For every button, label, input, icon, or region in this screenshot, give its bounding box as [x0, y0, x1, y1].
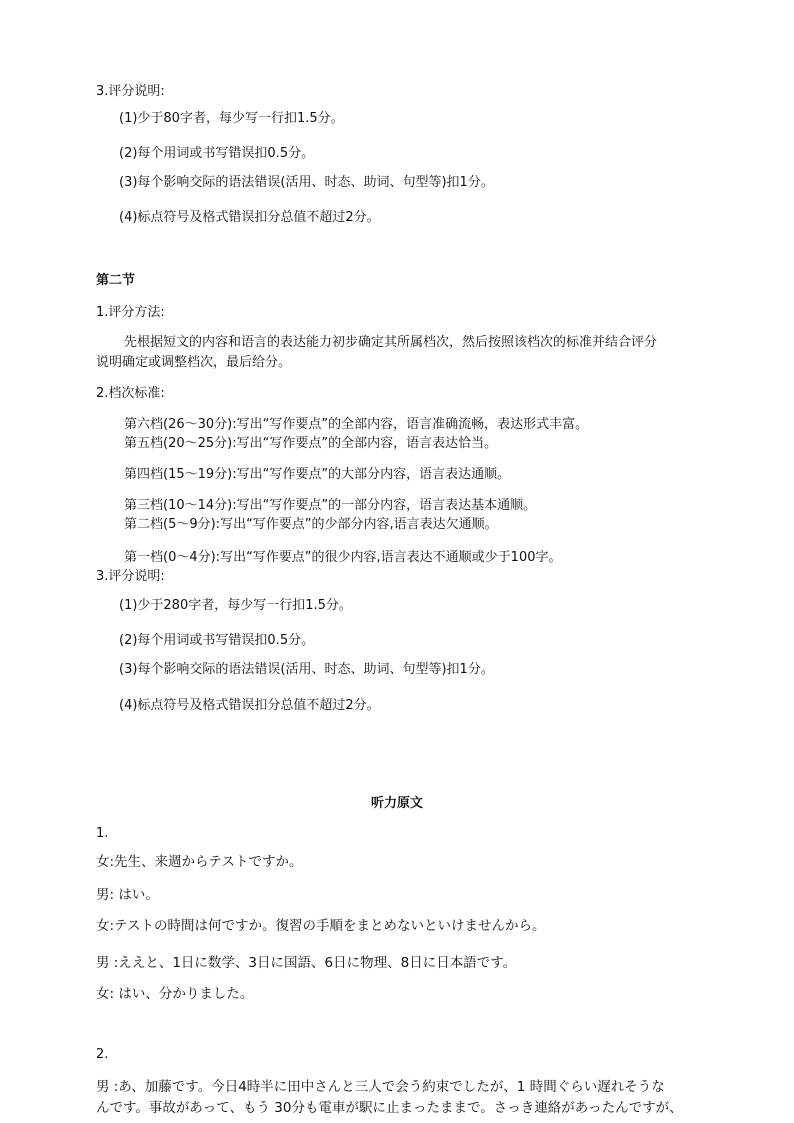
grade-line: 第四档(15～19分):写出“写作要点”的大部分内容，语言表达通顺。 — [124, 467, 511, 482]
method-heading: 1.评分方法: — [96, 305, 165, 320]
scoring-item: (3)每个影响交际的语法错误(活用、时态、助词、句型等)扣1分。 — [119, 175, 494, 190]
grade-line: 第一档(0～4分):写出“写作要点”的很少内容,语言表达不通顺或少于100字。 — [124, 550, 562, 565]
grade-line: 第三档(10～14分):写出“写作要点”的一部分内容，语言表达基本通顺。 — [124, 498, 537, 513]
scoring-heading: 3.评分说明: — [96, 569, 165, 584]
dialogue-line: 男 :ええと、1日に数学、3日に国語、6日に物理、8日に日本語です。 — [96, 955, 517, 971]
dialogue-line: 男: はい。 — [96, 887, 159, 903]
method-text: 先根据短文的内容和语言的表达能力初步确定其所属档次，然后按照该档次的标准并结合评分 — [124, 335, 658, 350]
section-title: 第二节 — [96, 273, 136, 288]
listening-title: 听力原文 — [370, 796, 423, 811]
dialogue-line: 男 :あ、加藤です。今日4時半に田中さんと三人で会う約束でしたが、1 時間ぐらい遅れそうな — [96, 1079, 665, 1095]
scoring-item: (1)少于80字者，每少写一行扣1.5分。 — [119, 111, 344, 126]
dialogue-line: 女: はい、分かりました。 — [96, 986, 254, 1002]
scoring-item: (3)每个影响交际的语法错误(活用、时态、助词、句型等)扣1分。 — [119, 662, 494, 677]
dialogue-line: んです。事故があって、もう 30分も電車が駅に止まったままで。さっき連絡があったんですが、 — [96, 1100, 683, 1116]
scoring-item: (2)每个用词或书写错误扣0.5分。 — [119, 146, 315, 161]
method-text: 说明确定或调整档次，最后给分。 — [96, 355, 292, 370]
scoring-item: (1)少于280字者，每少写一行扣1.5分。 — [119, 598, 352, 613]
question-number: 1. — [96, 826, 109, 841]
grade-line: 第二档(5～9分):写出“写作要点”的少部分内容,语言表达欠通顺。 — [124, 517, 498, 532]
scoring-heading: 3.评分说明: — [96, 84, 165, 99]
scoring-item: (2)每个用词或书写错误扣0.5分。 — [119, 633, 315, 648]
question-number: 2. — [96, 1047, 109, 1062]
grade-line: 第五档(20～25分):写出“写作要点”的全部内容，语言表达恰当。 — [124, 436, 498, 451]
dialogue-line: 女:先生、来週からテストですか。 — [96, 854, 303, 870]
grades-heading: 2.档次标准: — [96, 386, 165, 401]
grade-line: 第六档(26～30分):写出“写作要点”的全部内容，语言准确流畅，表达形式丰富。 — [124, 417, 589, 432]
scoring-item: (4)标点符号及格式错误扣分总值不超过2分。 — [119, 698, 380, 713]
dialogue-line: 女:テストの時間は何ですか。復習の手順をまとめないといけませんから。 — [96, 918, 546, 934]
scoring-item: (4)标点符号及格式错误扣分总值不超过2分。 — [119, 210, 380, 225]
